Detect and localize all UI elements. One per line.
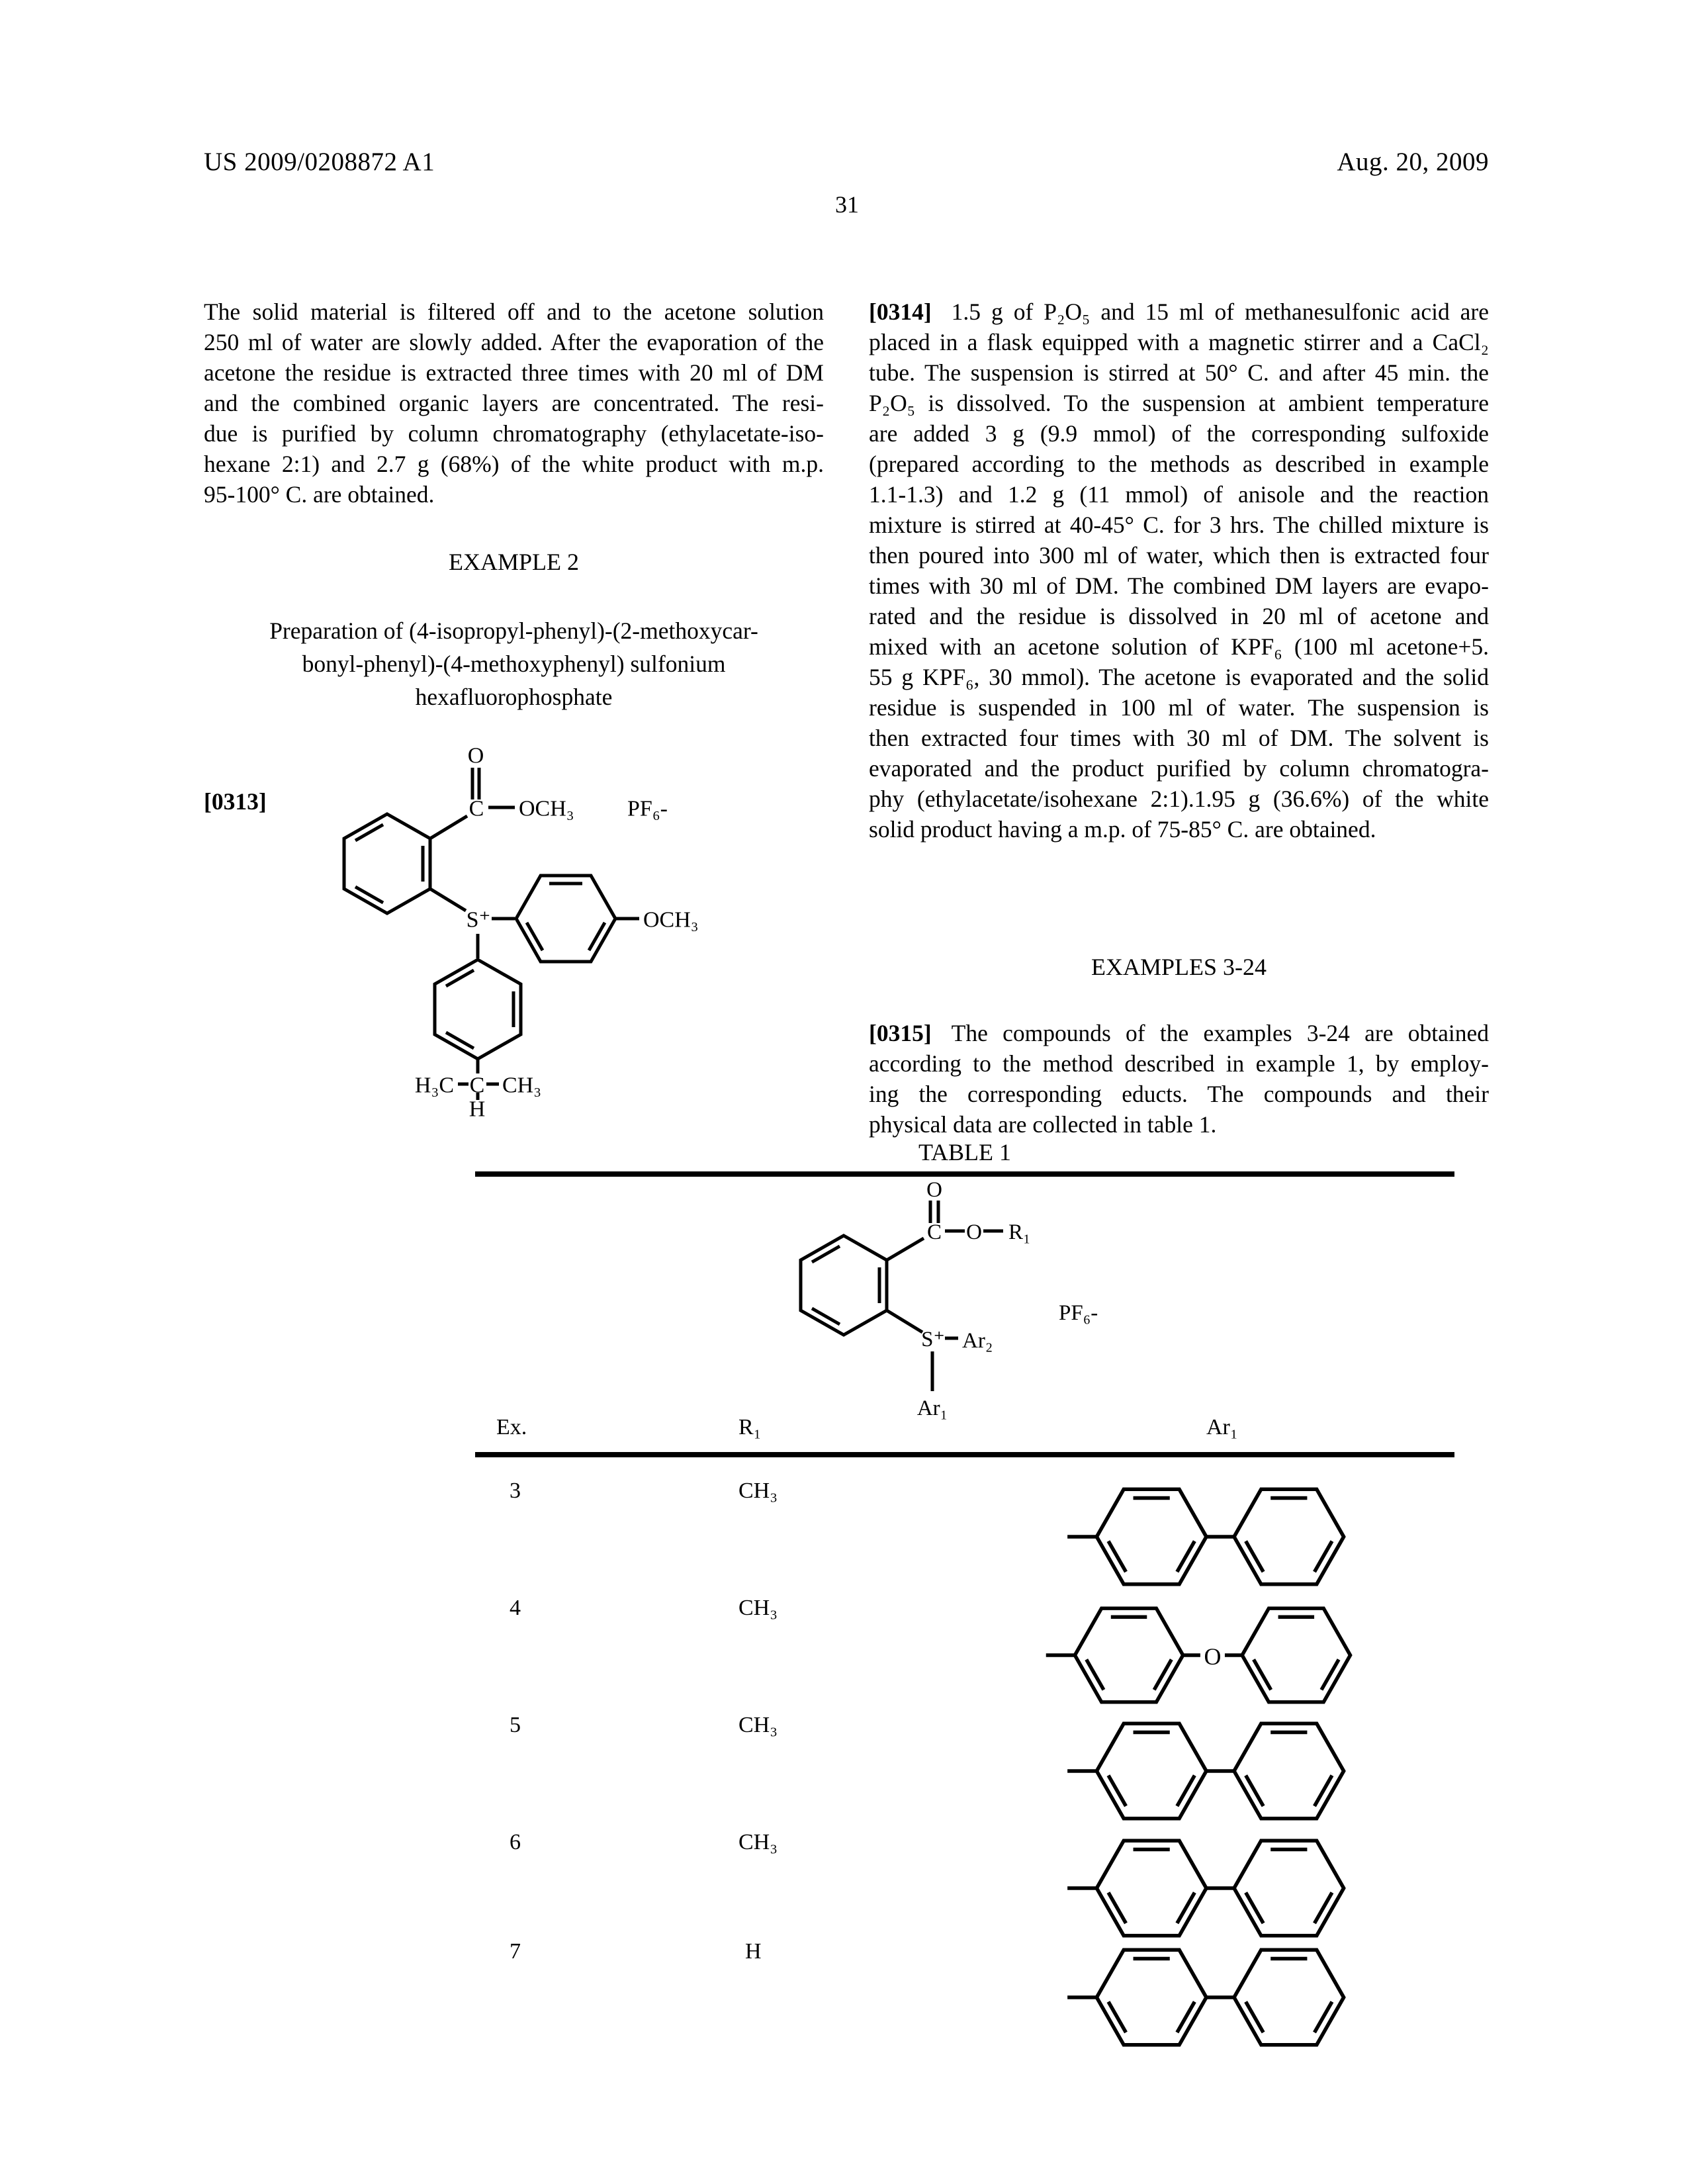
examples-3-24-heading: EXAMPLES 3-24 [1091,954,1267,980]
ether-oxygen-label: O [1204,1643,1222,1670]
publication-date: Aug. 20, 2009 [1337,148,1489,176]
ar1-structure-biphenyl [1067,1722,1345,1820]
methoxy-label: OCH₃ [643,907,699,933]
row-ex-number: 6 [510,1830,521,1854]
title-line: Preparation of (4-isopropyl-phenyl)-(2-methoxycar- [269,617,758,644]
row-r1-value: CH₃ [738,1596,778,1620]
title-line: hexafluorophosphate [415,684,613,710]
ar1-label: Ar₁ [916,1396,948,1420]
ester-methoxy-label: OCH₃ [519,796,574,821]
text-line: 250 ml of water are slowly added. After the evaporation of the [204,329,824,355]
isopropyl-h3c-label: H₃C [414,1073,454,1098]
hexafluorophosphate-label: PF₆- [1059,1301,1098,1325]
carbonyl-carbon-label: C [926,1220,942,1244]
publication-number: US 2009/0208872 A1 [204,148,435,176]
text-line: ing the corresponding educts. The compounds and their [869,1081,1489,1107]
row-r1-value: CH₃ [738,1830,778,1854]
text-line: mixed with an acetone solution of KPF₆ (100 ml acetone+5. [869,633,1489,660]
text-line: hexane 2:1) and 2.7 g (68%) of the white product with m.p. [204,451,824,477]
isopropyl-h-label: H [468,1097,486,1122]
isopropyl-c-label: C [469,1073,485,1098]
text-line: rated and the residue is dissolved in 20 ml of acetone and [869,603,1489,629]
row-ex-number: 5 [510,1713,521,1737]
text-line: placed in a flask equipped with a magnetic stirrer and a CaCl₂ [869,329,1489,355]
table-1 [475,1125,1454,2105]
isopropyl-ch3-label: CH₃ [502,1073,542,1098]
text-line: [0314] 1.5 g of P₂O₅ and 15 ml of methanesulfonic acid are [869,298,1489,325]
ar1-structure-phenoxyphenyl [1046,1607,1357,1704]
ar1-structure-biphenyl [1067,1948,1345,2046]
hexafluorophosphate-label: PF₆- [627,796,668,821]
sulfonium-label: S⁺ [466,907,491,933]
example2-heading: EXAMPLE 2 [449,549,579,575]
text-line: P₂O₅ is dissolved. To the suspension at ambient temperature [869,390,1489,416]
sulfonium-label: S⁺ [921,1328,945,1351]
title-line: bonyl-phenyl)-(4-methoxyphenyl) sulfonium [302,651,726,677]
ar1-structure-biphenyl [1067,1839,1345,1937]
text-line: physical data are collected in table 1. [869,1111,1217,1138]
bonds [887,1201,1003,1391]
text-line: times with 30 ml of DM. The combined DM layers are evapo- [869,572,1489,599]
carbonyl-carbon-label: C [468,796,484,821]
text-line: tube. The suspension is stirred at 50° C. and after 45 min. the [869,359,1489,386]
text-line: mixture is stirred at 40-45° C. for 3 hrs. The chilled mixture is [869,512,1489,538]
row-r1-value: CH₃ [738,1713,778,1737]
text-line: evaporated and the product purified by column chromatogra- [869,755,1489,782]
text-line: (prepared according to the methods as described in example [869,451,1489,477]
row-ex-number: 3 [510,1479,521,1503]
text-line: 95-100° C. are obtained. [204,481,435,508]
para-0313-label: [0313] [204,788,267,815]
page-number: 31 [835,191,859,218]
text-line: solid product having a m.p. of 75-85° C. are obtained. [869,816,1376,842]
table-generic-structure [781,1173,1125,1424]
column-header-ex: Ex. [496,1415,527,1439]
text-line: 55 g KPF₆, 30 mmol). The acetone is evaporated and the solid [869,664,1489,690]
paragraph-0315 [869,1018,1489,1140]
row-r1-value: CH₃ [738,1479,778,1503]
para-0315-label: [0315] [869,1020,932,1046]
text-line: 1.1-1.3) and 1.2 g (11 mmol) of anisole and the reaction [869,481,1489,508]
column-header-r1: R₁ [738,1415,762,1439]
column-header-ar1: Ar₁ [1206,1415,1238,1439]
text-line: due is purified by column chromatography (ethylacetate-iso- [204,420,824,447]
text-line: then extracted four times with 30 ml of DM. The solvent is [869,725,1489,751]
text-line: [0315] The compounds of the examples 3-24 are obtained [869,1020,1489,1046]
text-line: and the combined organic layers are concentrated. The resi- [204,390,824,416]
row-r1-value: H [745,1939,762,1964]
text-line: then poured into 300 ml of water, which then is extracted four [869,542,1489,569]
paragraph-0314-body [869,327,1489,844]
table-title: TABLE 1 [918,1139,1012,1165]
left-column-paragraph [204,296,824,510]
text-line: phy (ethylacetate/isohexane 2:1).1.95 g (36.6%) of the white [869,786,1489,812]
row-ex-number: 4 [510,1596,521,1620]
example2-title [204,614,824,713]
paragraph-0314 [869,296,1489,844]
ar1-structure-biphenyl [1067,1488,1345,1586]
text-line: are added 3 g (9.9 mmol) of the corresponding sulfoxide [869,420,1489,447]
ester-oxygen-label: O [966,1220,982,1244]
carbonyl-oxygen-label: O [467,743,484,768]
para-0314-label: [0314] [869,298,932,325]
compound-structure-0313 [318,715,728,1122]
text-line: The solid material is filtered off and to the acetone solution [204,298,824,325]
r1-label: R₁ [1008,1220,1031,1244]
text-line: residue is suspended in 100 ml of water. The suspension is [869,694,1489,721]
text-line: according to the method described in example 1, by employ- [869,1050,1489,1077]
carbonyl-oxygen-label: O [926,1178,942,1202]
ar2-label: Ar₂ [962,1329,993,1353]
table-header-rule [475,1452,1454,1457]
row-ex-number: 7 [510,1939,521,1964]
text-line: acetone the residue is extracted three times with 20 ml of DM [204,359,824,386]
